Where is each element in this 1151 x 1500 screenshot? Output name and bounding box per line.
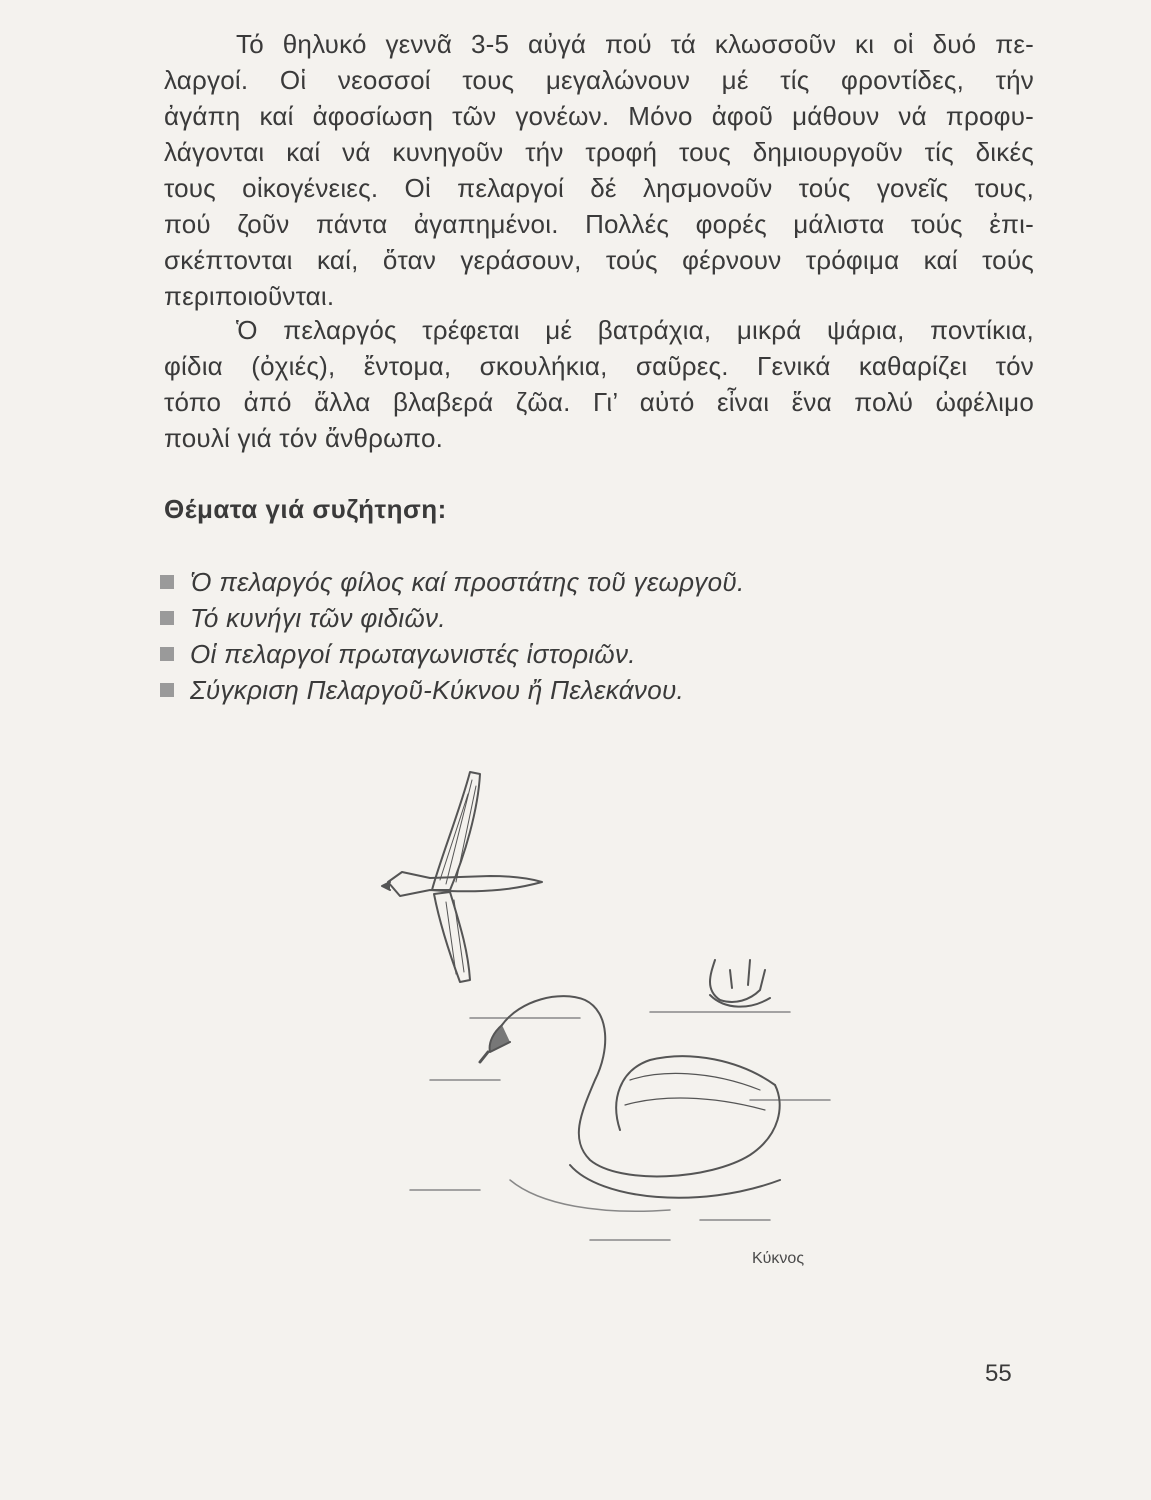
discussion-topic — [160, 600, 744, 636]
paragraph-line: φίδια (ὀχιές), ἔντομα, σκουλήκια, σαῦρες. Γενικά καθαρίζει τόν — [164, 351, 1034, 381]
paragraph-line: Ὁ πελαργός τρέφεται μέ βατράχια, μικρά ψάρια, ποντίκια, — [236, 315, 1034, 345]
illustration-caption: Κύκνος — [752, 1250, 805, 1267]
paragraph-line: σκέπτονται καί, ὅταν γεράσουν, τούς φέρνουν τρόφιμα καί τούς — [164, 245, 1034, 275]
square-bullet-icon — [160, 575, 174, 589]
discussion-topic — [160, 672, 744, 708]
discussion-topics-list — [160, 564, 744, 708]
paragraph-line: Τό θηλυκό γεννᾶ 3-5 αὐγά πού τά κλωσσοῦν κι οἱ δυό πε- — [236, 29, 1034, 59]
page-number: 55 — [985, 1360, 1012, 1387]
flying-swan-drawing — [382, 772, 542, 982]
square-bullet-icon — [160, 611, 174, 625]
paragraph-line: τόπο ἀπό ἄλλα βλαβερά ζῶα. Γι’ αὐτό εἶναι ἕνα πολύ ὠφέλιμο — [164, 387, 1034, 417]
water-lines — [410, 1012, 830, 1240]
square-bullet-icon — [160, 683, 174, 697]
paragraph-1 — [164, 26, 1034, 314]
paragraph-line: τους οἰκογένειες. Οἱ πελαργοί δέ λησμονοῦν τούς γονεῖς τους, — [164, 173, 1034, 203]
discussion-topic — [160, 636, 744, 672]
topic-text: Σύγκριση Πελαργοῦ-Κύκνου ἤ Πελεκάνου. — [190, 674, 685, 705]
swan-illustration — [370, 760, 850, 1280]
paragraph-line: πουλί γιά τόν ἄνθρωπο. — [164, 423, 444, 453]
swimming-swan-drawing — [480, 996, 780, 1211]
paragraph-line: περιποιοῦνται. — [164, 281, 335, 311]
topic-text: Τό κυνήγι τῶν φιδιῶν. — [190, 602, 446, 633]
topic-text: Ὁ πελαργός φίλος καί προστάτης τοῦ γεωργοῦ. — [190, 566, 745, 597]
discussion-topic — [160, 564, 744, 600]
distant-swan-drawing — [710, 960, 770, 1007]
discussion-heading: Θέματα γιά συζήτηση: — [164, 494, 447, 524]
paragraph-line: λάγονται καί νά κυνηγοῦν τήν τροφή τους δημιουργοῦν τίς δικές — [164, 137, 1034, 167]
topic-text: Οἱ πελαργοί πρωταγωνιστές ἱστοριῶν. — [190, 638, 636, 669]
paragraph-line: πού ζοῦν πάντα ἀγαπημένοι. Πολλές φορές μάλιστα τούς ἐπι- — [164, 209, 1034, 239]
paragraph-2 — [164, 312, 1034, 456]
square-bullet-icon — [160, 647, 174, 661]
paragraph-line: ἀγάπη καί ἀφοσίωση τῶν γονέων. Μόνο ἀφοῦ μάθουν νά προφυ- — [164, 101, 1034, 131]
paragraph-line: λαργοί. Οἱ νεοσσοί τους μεγαλώνουν μέ τίς φροντίδες, τήν — [164, 65, 1034, 95]
